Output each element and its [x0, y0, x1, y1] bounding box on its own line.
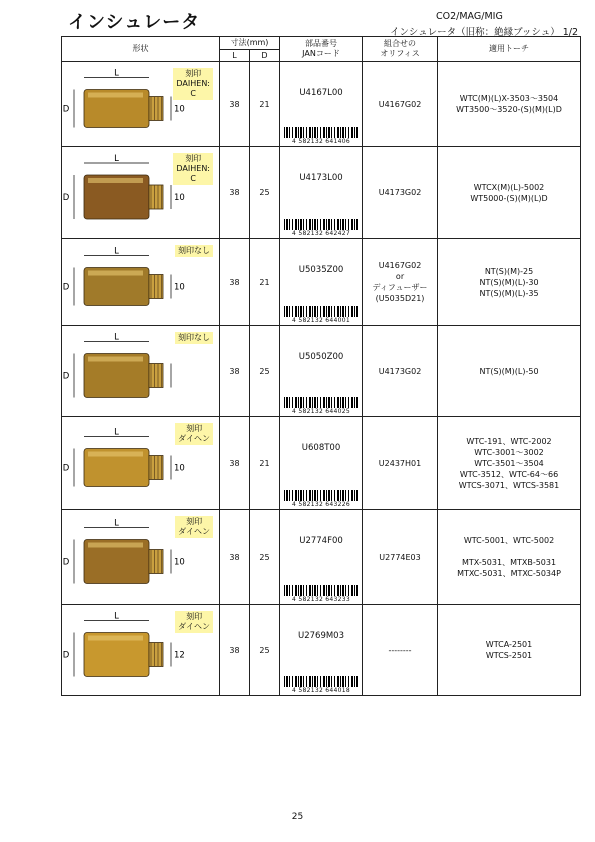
dim-L-value: 38 [220, 605, 250, 696]
barcode-bars [284, 585, 358, 596]
side-dimension-label: 10 [174, 104, 185, 115]
dim-L-value: 38 [220, 147, 250, 239]
orifice-value: U4173G02 [363, 326, 438, 417]
torch-value: NT(S)(M)-25 NT(S)(M)(L)-30 NT(S)(M)(L)-35 [438, 239, 581, 326]
part-number: U2774F00 [299, 536, 343, 546]
table-row [62, 417, 581, 510]
insulator-highlight [88, 178, 143, 183]
torch-value: WTCX(M)(L)-5002 WT5000-(S)(M)(L)D [438, 147, 581, 239]
jan-barcode [284, 219, 358, 235]
part-cell [280, 62, 363, 147]
l-dimension-label: L [114, 332, 119, 343]
side-dimension-label: 10 [174, 282, 185, 293]
insulator-highlight [88, 93, 143, 98]
orifice-value: U4173G02 [363, 147, 438, 239]
side-dimension-label: 12 [174, 650, 185, 661]
part-number: U5035Z00 [298, 265, 344, 275]
barcode-bars [284, 397, 358, 408]
jan-code: 4 582132 642427 [292, 230, 350, 237]
shape-cell [62, 326, 220, 417]
side-dimension-label: 10 [174, 193, 185, 203]
d-dimension-label: D [62, 650, 70, 661]
insulator-table [61, 36, 581, 696]
header-orifice: 組合せの オリフィス [363, 37, 438, 62]
part-cell [280, 605, 363, 696]
jan-code: 4 582132 644018 [292, 687, 350, 694]
dim-D-value: 21 [250, 417, 280, 510]
dim-D-value: 25 [250, 147, 280, 239]
side-dimension-label: 10 [174, 557, 185, 568]
torch-value: WTC-5001、WTC-5002 MTX-5031、MTXB-5031 MTXC-5031、MTXC-5034P [438, 510, 581, 605]
table-row [62, 147, 581, 239]
page-title: インシュレータ [68, 12, 201, 33]
header-L: L [220, 50, 250, 62]
table-row [62, 239, 581, 326]
barcode-bars [284, 676, 358, 687]
jan-barcode [284, 585, 358, 601]
insulator-highlight [88, 543, 143, 548]
l-dimension-label: L [114, 246, 119, 257]
stamp-label: 刻印なし [175, 245, 213, 257]
d-dimension-label: D [62, 557, 70, 568]
jan-barcode [284, 306, 358, 322]
dim-L-value: 38 [220, 239, 250, 326]
dim-D-value: 25 [250, 510, 280, 605]
table-row [62, 62, 581, 147]
insulator-highlight [88, 636, 143, 641]
dim-D-value: 25 [250, 605, 280, 696]
shape-cell [62, 147, 220, 239]
l-dimension-label: L [114, 154, 119, 164]
d-dimension-label: D [62, 463, 70, 474]
dim-D-value: 21 [250, 239, 280, 326]
header-D: D [250, 50, 280, 62]
d-dimension-label: D [62, 104, 70, 115]
torch-value: NT(S)(M)(L)-50 [438, 326, 581, 417]
d-dimension-label: D [62, 371, 70, 382]
dim-L-value: 38 [220, 326, 250, 417]
page-number: 25 [291, 812, 304, 822]
part-cell [280, 326, 363, 417]
insulator-highlight [88, 357, 143, 362]
orifice-value: U2437H01 [363, 417, 438, 510]
page-subtitle: インシュレータ（旧称：絶縁ブッシュ） 1/2 [390, 27, 579, 38]
insulator-highlight [88, 271, 143, 276]
stamp-label: 刻印 ダイヘン [175, 611, 213, 633]
part-cell [280, 239, 363, 326]
table-row [62, 510, 581, 605]
torch-value: WTCA-2501 WTCS-2501 [438, 605, 581, 696]
part-number: U2769M03 [298, 631, 345, 641]
part-number: U4173L00 [299, 173, 343, 183]
orifice-value: U4167G02 [363, 62, 438, 147]
orifice-value: -------- [363, 605, 438, 696]
stamp-label: 刻印 DAIHEN: C [173, 68, 213, 100]
jan-code: 4 582132 643233 [292, 596, 350, 603]
part-cell [280, 417, 363, 510]
dim-D-value: 21 [250, 62, 280, 147]
barcode-bars [284, 490, 358, 501]
dim-D-value: 25 [250, 326, 280, 417]
part-number: U608T00 [301, 443, 341, 453]
part-cell [280, 147, 363, 239]
l-dimension-label: L [114, 427, 119, 438]
jan-code: 4 582132 644001 [292, 317, 350, 324]
jan-code: 4 582132 644025 [292, 408, 350, 415]
header-part-number: 部品番号 JANコード [280, 37, 363, 62]
side-dimension-label: 10 [174, 463, 185, 474]
part-number: U5050Z00 [298, 352, 344, 362]
shape-cell [62, 239, 220, 326]
stamp-label: 刻印 ダイヘン [175, 423, 213, 445]
jan-code: 4 582132 643226 [292, 501, 350, 508]
torch-value: WTC-191、WTC-2002 WTC-3001～3002 WTC-3501～3504 WTC-3512、WTC-64～66 WTCS-3071、WTCS-3581 [438, 417, 581, 510]
barcode-bars [284, 306, 358, 317]
stamp-label: 刻印 DAIHEN: C [173, 153, 213, 185]
category-label: CO2/MAG/MIG [436, 11, 503, 22]
jan-barcode [284, 676, 358, 692]
jan-barcode [284, 490, 358, 506]
header-shape: 形状 [62, 37, 220, 62]
orifice-value: U4167G02 or ディフューザー (U5035D21) [363, 239, 438, 326]
barcode-bars [284, 219, 358, 230]
dim-L-value: 38 [220, 510, 250, 605]
shape-cell [62, 510, 220, 605]
orifice-value: U2774E03 [363, 510, 438, 605]
table-row [62, 605, 581, 696]
l-dimension-label: L [114, 611, 119, 622]
jan-barcode [284, 397, 358, 413]
part-number: U4167L00 [299, 88, 343, 98]
l-dimension-label: L [114, 518, 119, 529]
torch-value: WTC(M)(L)X-3503～3504 WT3500～3520-(S)(M)(L)D [438, 62, 581, 147]
header-dimensions: 寸法(mm) [220, 37, 280, 50]
d-dimension-label: D [62, 193, 70, 203]
dim-L-value: 38 [220, 62, 250, 147]
insulator-highlight [88, 452, 143, 457]
barcode-bars [284, 127, 358, 138]
jan-code: 4 582132 641406 [292, 138, 350, 145]
shape-cell [62, 417, 220, 510]
dim-L-value: 38 [220, 417, 250, 510]
stamp-label: 刻印なし [175, 332, 213, 344]
jan-barcode [284, 127, 358, 143]
header-torch: 適用トーチ [438, 37, 581, 62]
d-dimension-label: D [62, 282, 70, 293]
part-cell [280, 510, 363, 605]
table-row [62, 326, 581, 417]
l-dimension-label: L [114, 68, 119, 79]
shape-cell [62, 62, 220, 147]
shape-cell [62, 605, 220, 696]
stamp-label: 刻印 ダイヘン [175, 516, 213, 538]
